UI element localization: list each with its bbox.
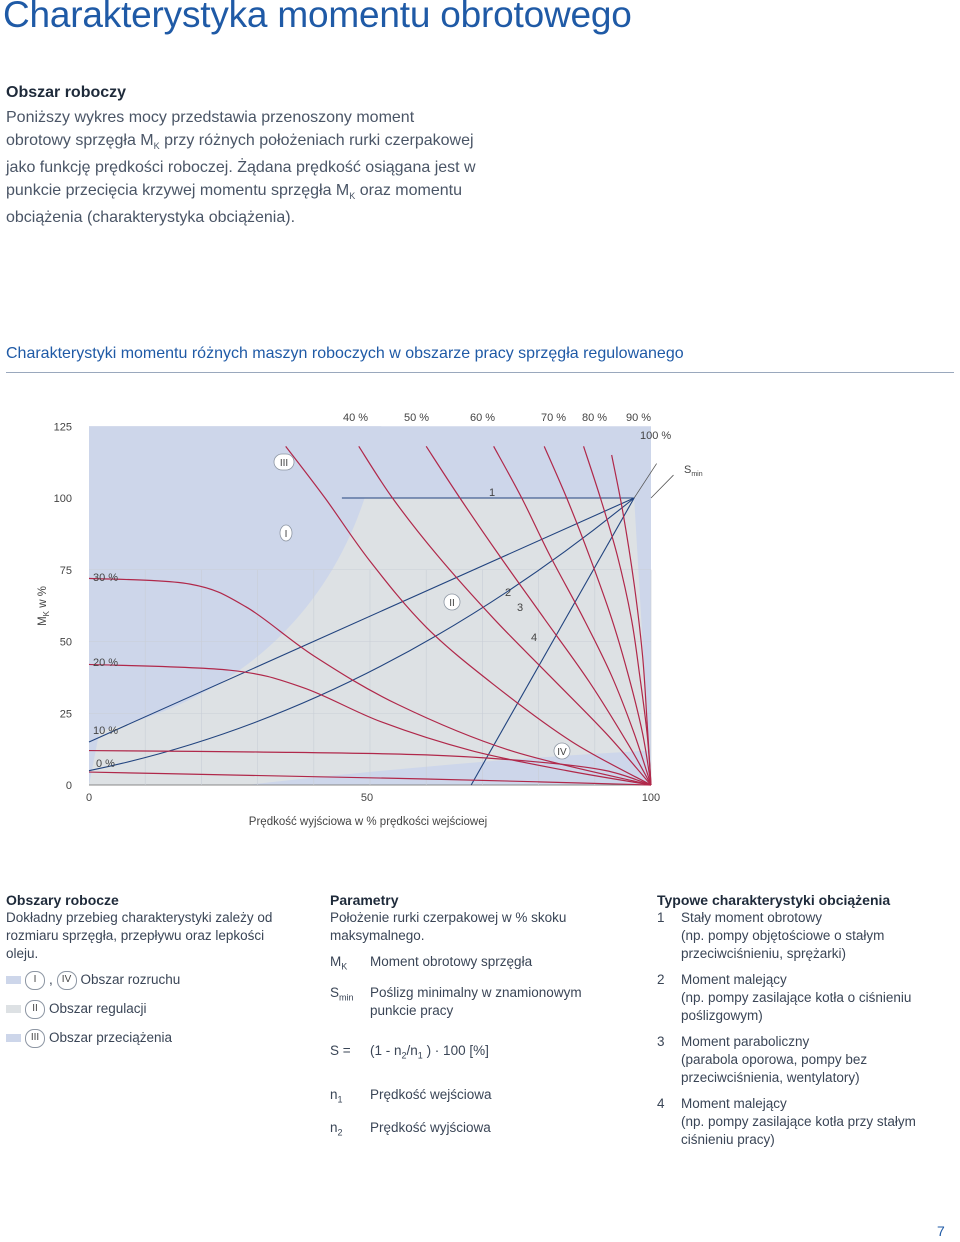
slip-formula: S = ($1 - n_2/n_1$ ) · 100 [%] — [330, 1042, 489, 1061]
load-curve-label: 1 — [489, 487, 496, 499]
control-zone-swatch — [6, 1005, 21, 1013]
region-badge: III — [25, 1029, 45, 1048]
region-badge: I — [25, 971, 45, 990]
scoop-position-label: 100 % — [640, 430, 672, 442]
types-column — [657, 891, 947, 1149]
zones-description: Dokładny przebieg charakterystyki zależy od rozmiaru sprzęgła, przepływu oraz lepkości oleju. — [6, 910, 273, 961]
type-item: 4 Moment malejący (np. pompy zasilające kotła przy stałym ciśnieniu pracy) — [657, 1096, 916, 1147]
type-item: 3 Moment paraboliczny (parabola oporowa, pompy bez przeciwciśnienia, wentylatory) — [657, 1034, 868, 1085]
y-tick-label: 25 — [59, 708, 72, 721]
zones-heading: Obszary robocze — [6, 892, 119, 908]
param-smin: $S_{min}$ Poślizg minimalny w znamionowym punkcie pracy — [330, 984, 582, 1018]
type-item: 2 Moment malejący (np. pompy zasilające kotła o ciśnieniu poślizgowym) — [657, 972, 912, 1023]
overload-zone-swatch — [6, 1034, 21, 1042]
scoop-position-label: 70 % — [541, 412, 567, 424]
y-tick-label: 100 — [53, 493, 72, 505]
region-badge-label: I — [284, 529, 288, 540]
zone-label: Obszar przeciążenia — [49, 1030, 173, 1045]
y-tick-label: 75 — [59, 564, 72, 577]
intro-heading: Obszar roboczy — [6, 84, 127, 101]
params-column — [330, 891, 620, 1148]
params-heading: Parametry — [330, 892, 399, 908]
y-tick-label: 125 — [53, 421, 72, 434]
region-badge: II — [25, 1000, 45, 1019]
chart-divider — [6, 372, 954, 373]
load-curve-label: 4 — [531, 632, 538, 644]
scoop-position-label: 80 % — [582, 412, 608, 424]
zone-label: Obszar regulacji — [49, 1001, 147, 1016]
load-curve-label: 2 — [505, 587, 512, 599]
intro-body: Poniższy wykres mocy przedstawia przenoszony moment obrotowy sprzęgła $M_K$ przy różnych położeniach rurki czerpakowej jako funkcję prędkości roboczej. Żądana prędkość osiągana jest w punkcie przecięcia krzywej momentu sprzęgła $M_K$ oraz momentu obciążenia (charakterystyka obciążenia). — [6, 109, 476, 227]
y-tick-label: 0 — [65, 780, 72, 792]
start-zone-swatch — [6, 976, 21, 984]
load-curve-label: 3 — [517, 602, 524, 614]
torque-chart — [0, 395, 960, 835]
region-badge-label: IV — [557, 747, 567, 758]
params-description: Położenie rurki czerpakowej w % skoku maksymalnego. — [330, 910, 567, 943]
param-n2: $n_2$ Prędkość wyjściowa — [330, 1120, 491, 1138]
param-n1: $n_1$ Prędkość wejściowa — [330, 1087, 492, 1106]
types-heading: Typowe charakterystyki obciążenia — [657, 892, 891, 908]
scoop-position-label: 90 % — [626, 412, 652, 424]
y-axis-label: $M_K$ w % — [37, 586, 51, 626]
type-item: 1 Stały moment obrotowy (np. pompy objętościowe o stałym przeciwciśnieniu, sprężarki) — [657, 910, 885, 961]
x-tick-label: 50 — [360, 792, 374, 804]
scoop-position-label: 30 % — [93, 572, 119, 584]
scoop-position-label: 50 % — [404, 412, 430, 424]
scoop-position-label: 40 % — [343, 412, 369, 424]
param-mk: $M_K$ Moment obrotowy sprzęgła — [330, 954, 533, 972]
scoop-position-label: 20 % — [93, 657, 119, 669]
x-tick-label: 0 — [86, 792, 93, 804]
scoop-position-label: 10 % — [93, 725, 119, 737]
page-title: Charakterystyka momentu obrotowego — [3, 0, 632, 35]
slip-label: $S_{min}$ — [684, 464, 703, 478]
zone-control — [6, 997, 296, 1021]
x-tick-label: 100 — [641, 792, 661, 804]
zone-overload — [6, 1026, 296, 1050]
scoop-position-label: 60 % — [470, 412, 496, 424]
zone-label: Obszar rozruchu — [80, 972, 181, 987]
region-badge-label: III — [279, 458, 289, 469]
y-tick-label: 50 — [59, 636, 72, 649]
scoop-position-label: 0 % — [96, 758, 115, 770]
chart-title: Charakterystyki momentu różnych maszyn roboczych w obszarze pracy sprzęgła regulowanego — [6, 345, 684, 362]
page-number: 7 — [937, 1223, 945, 1239]
x-axis-label: Prędkość wyjściowa w % prędkości wejściowej — [248, 816, 488, 828]
region-badge: IV — [57, 971, 77, 990]
zones-column — [6, 891, 296, 1050]
region-badge-label: II — [449, 598, 455, 609]
zone-start: I , IV Obszar rozruchu — [6, 968, 296, 992]
